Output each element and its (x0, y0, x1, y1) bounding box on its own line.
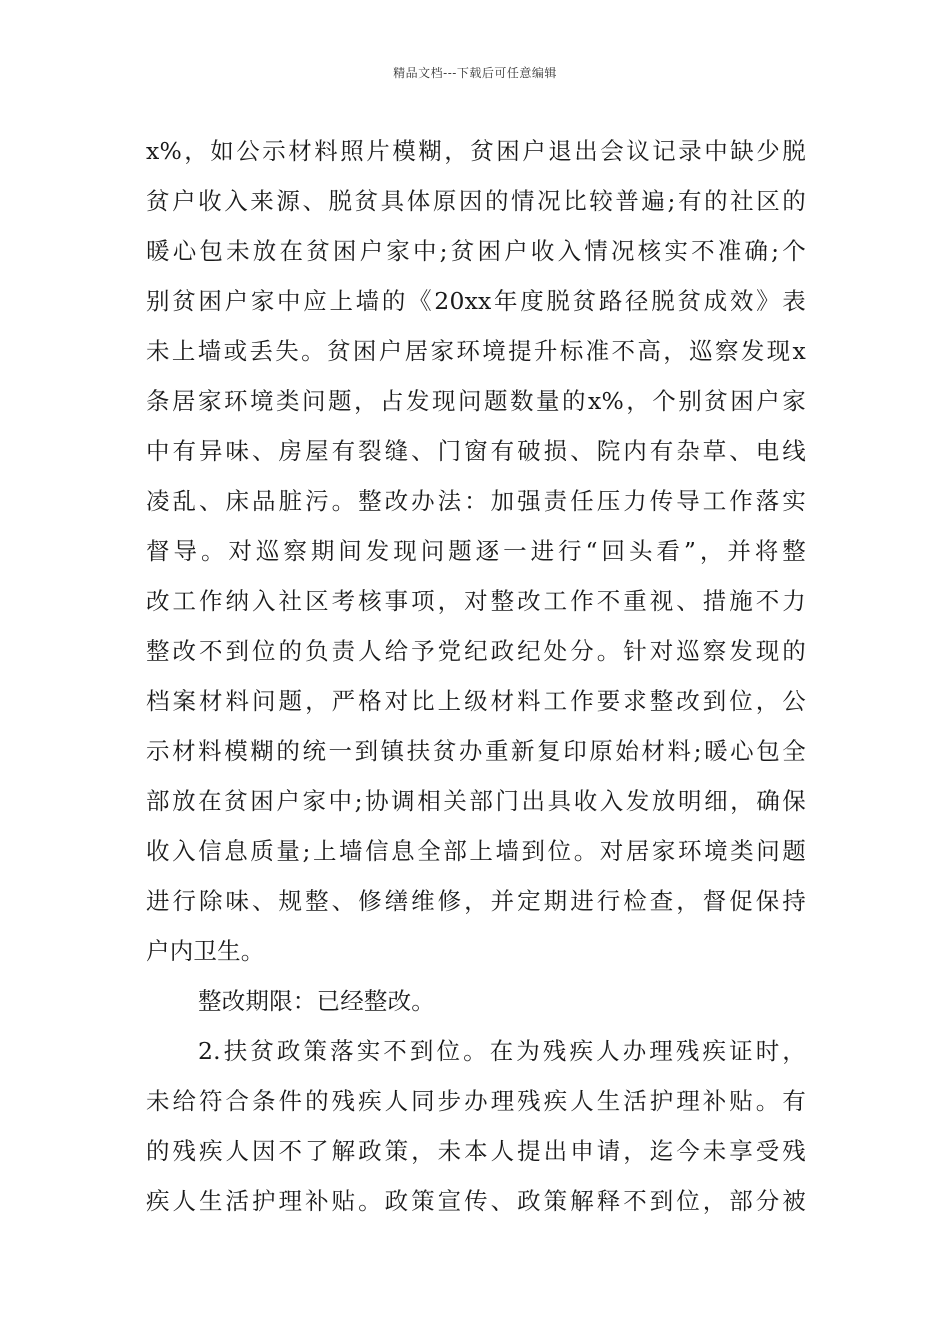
section-heading-line: 2.扶贫政策落实不到位。在为残疾人办理残疾证时， (198, 1037, 806, 1065)
text-line: 示材料模糊的统一到镇扶贫办重新复印原始材料;暖心包全 (146, 737, 806, 765)
document-body (146, 126, 806, 1226)
text-line: 凌乱、床品脏污。整改办法：加强责任压力传导工作落实 (146, 487, 806, 515)
text-line: x%，如公示材料照片模糊，贫困户退出会议记录中缺少脱 (146, 137, 806, 165)
text-line: 进行除味、规整、修缮维修，并定期进行检查，督促保持 (146, 887, 806, 915)
paragraph-end-line: 户内卫生。 (146, 937, 265, 965)
deadline-line: 整改期限：已经整改。 (198, 987, 435, 1015)
text-line: 收入信息质量;上墙信息全部上墙到位。对居家环境类问题 (146, 837, 806, 865)
text-line: 暖心包未放在贫困户家中;贫困户收入情况核实不准确;个 (146, 237, 806, 265)
text-line: 中有异味、房屋有裂缝、门窗有破损、院内有杂草、电线 (146, 437, 806, 465)
text-line: 的残疾人因不了解政策，未本人提出申请，迄今未享受残 (146, 1137, 806, 1165)
text-line: 档案材料问题，严格对比上级材料工作要求整改到位，公 (146, 687, 806, 715)
text-line: 疾人生活护理补贴。政策宣传、政策解释不到位，部分被 (146, 1187, 806, 1215)
text-line: 改工作纳入社区考核事项，对整改工作不重视、措施不力 (146, 587, 806, 615)
text-line: 别贫困户家中应上墙的《20xx年度脱贫路径脱贫成效》表 (146, 287, 806, 315)
text-line: 部放在贫困户家中;协调相关部门出具收入发放明细，确保 (146, 787, 806, 815)
page-header: 精品文档---下载后可任意编辑 (393, 66, 557, 80)
text-line: 整改不到位的负责人给予党纪政纪处分。针对巡察发现的 (146, 637, 806, 665)
text-line: 贫户收入来源、脱贫具体原因的情况比较普遍;有的社区的 (146, 187, 806, 215)
text-line: 未给符合条件的残疾人同步办理残疾人生活护理补贴。有 (146, 1087, 806, 1115)
text-line: 督导。对巡察期间发现问题逐一进行“回头看”，并将整 (146, 537, 806, 565)
text-line: 条居家环境类问题，占发现问题数量的x%，个别贫困户家 (146, 387, 806, 415)
text-line: 未上墙或丢失。贫困户居家环境提升标准不高，巡察发现x (146, 337, 806, 365)
